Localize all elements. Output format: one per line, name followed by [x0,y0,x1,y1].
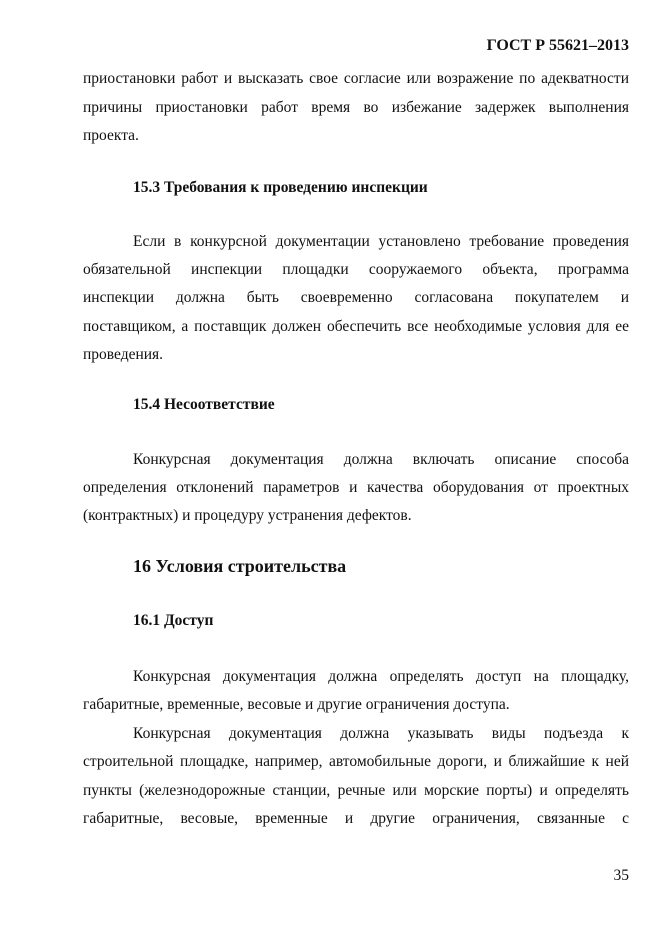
text-line: габаритные, весовые, временные и другие ограничения, связанные с [83,810,629,827]
text-line: Конкурсная документация должна включать описание способа [133,451,629,468]
text-line: пункты (железнодорожные станции, речные или морские порты) и определять [83,782,629,799]
section-heading-16-1: 16.1 Доступ [133,612,214,629]
text-line: приостановки работ и высказать свое согласие или возражение по адекватности [83,70,629,87]
section-heading-15-3: 15.3 Требования к проведению инспекции [133,179,428,196]
text-line: Конкурсная документация должна определять доступ на площадку, [133,668,629,685]
text-line: (контрактных) и процедуру устранения дефектов. [83,507,412,524]
section-heading-16: 16 Условия строительства [133,556,347,576]
text-line: проведения. [83,346,164,363]
text-line: определения отклонений параметров и качества оборудования от проектных [83,479,629,496]
text-line: Конкурсная документация должна указывать виды подъезда к [133,725,629,742]
document-id-header: ГОСТ Р 55621–2013 [486,37,629,54]
section-heading-15-4: 15.4 Несоответствие [133,396,275,413]
text-line: причины приостановки работ время во избежание задержек выполнения [83,99,629,116]
text-line: габаритные, временные, весовые и другие ограничения доступа. [83,696,510,713]
page-number: 35 [613,867,629,884]
text-line: обязательной инспекции площадки сооружаемого объекта, программа [83,261,629,278]
text-line: проекта. [83,127,139,144]
text-line: поставщиком, а поставщик должен обеспечить все необходимые условия для ее [83,318,629,335]
text-line: строительной площадке, например, автомобильные дороги, и ближайшие к ней [83,753,629,770]
text-line: инспекции должна быть своевременно согласована покупателем и [83,289,629,306]
text-line: Если в конкурсной документации установлено требование проведения [133,233,629,250]
